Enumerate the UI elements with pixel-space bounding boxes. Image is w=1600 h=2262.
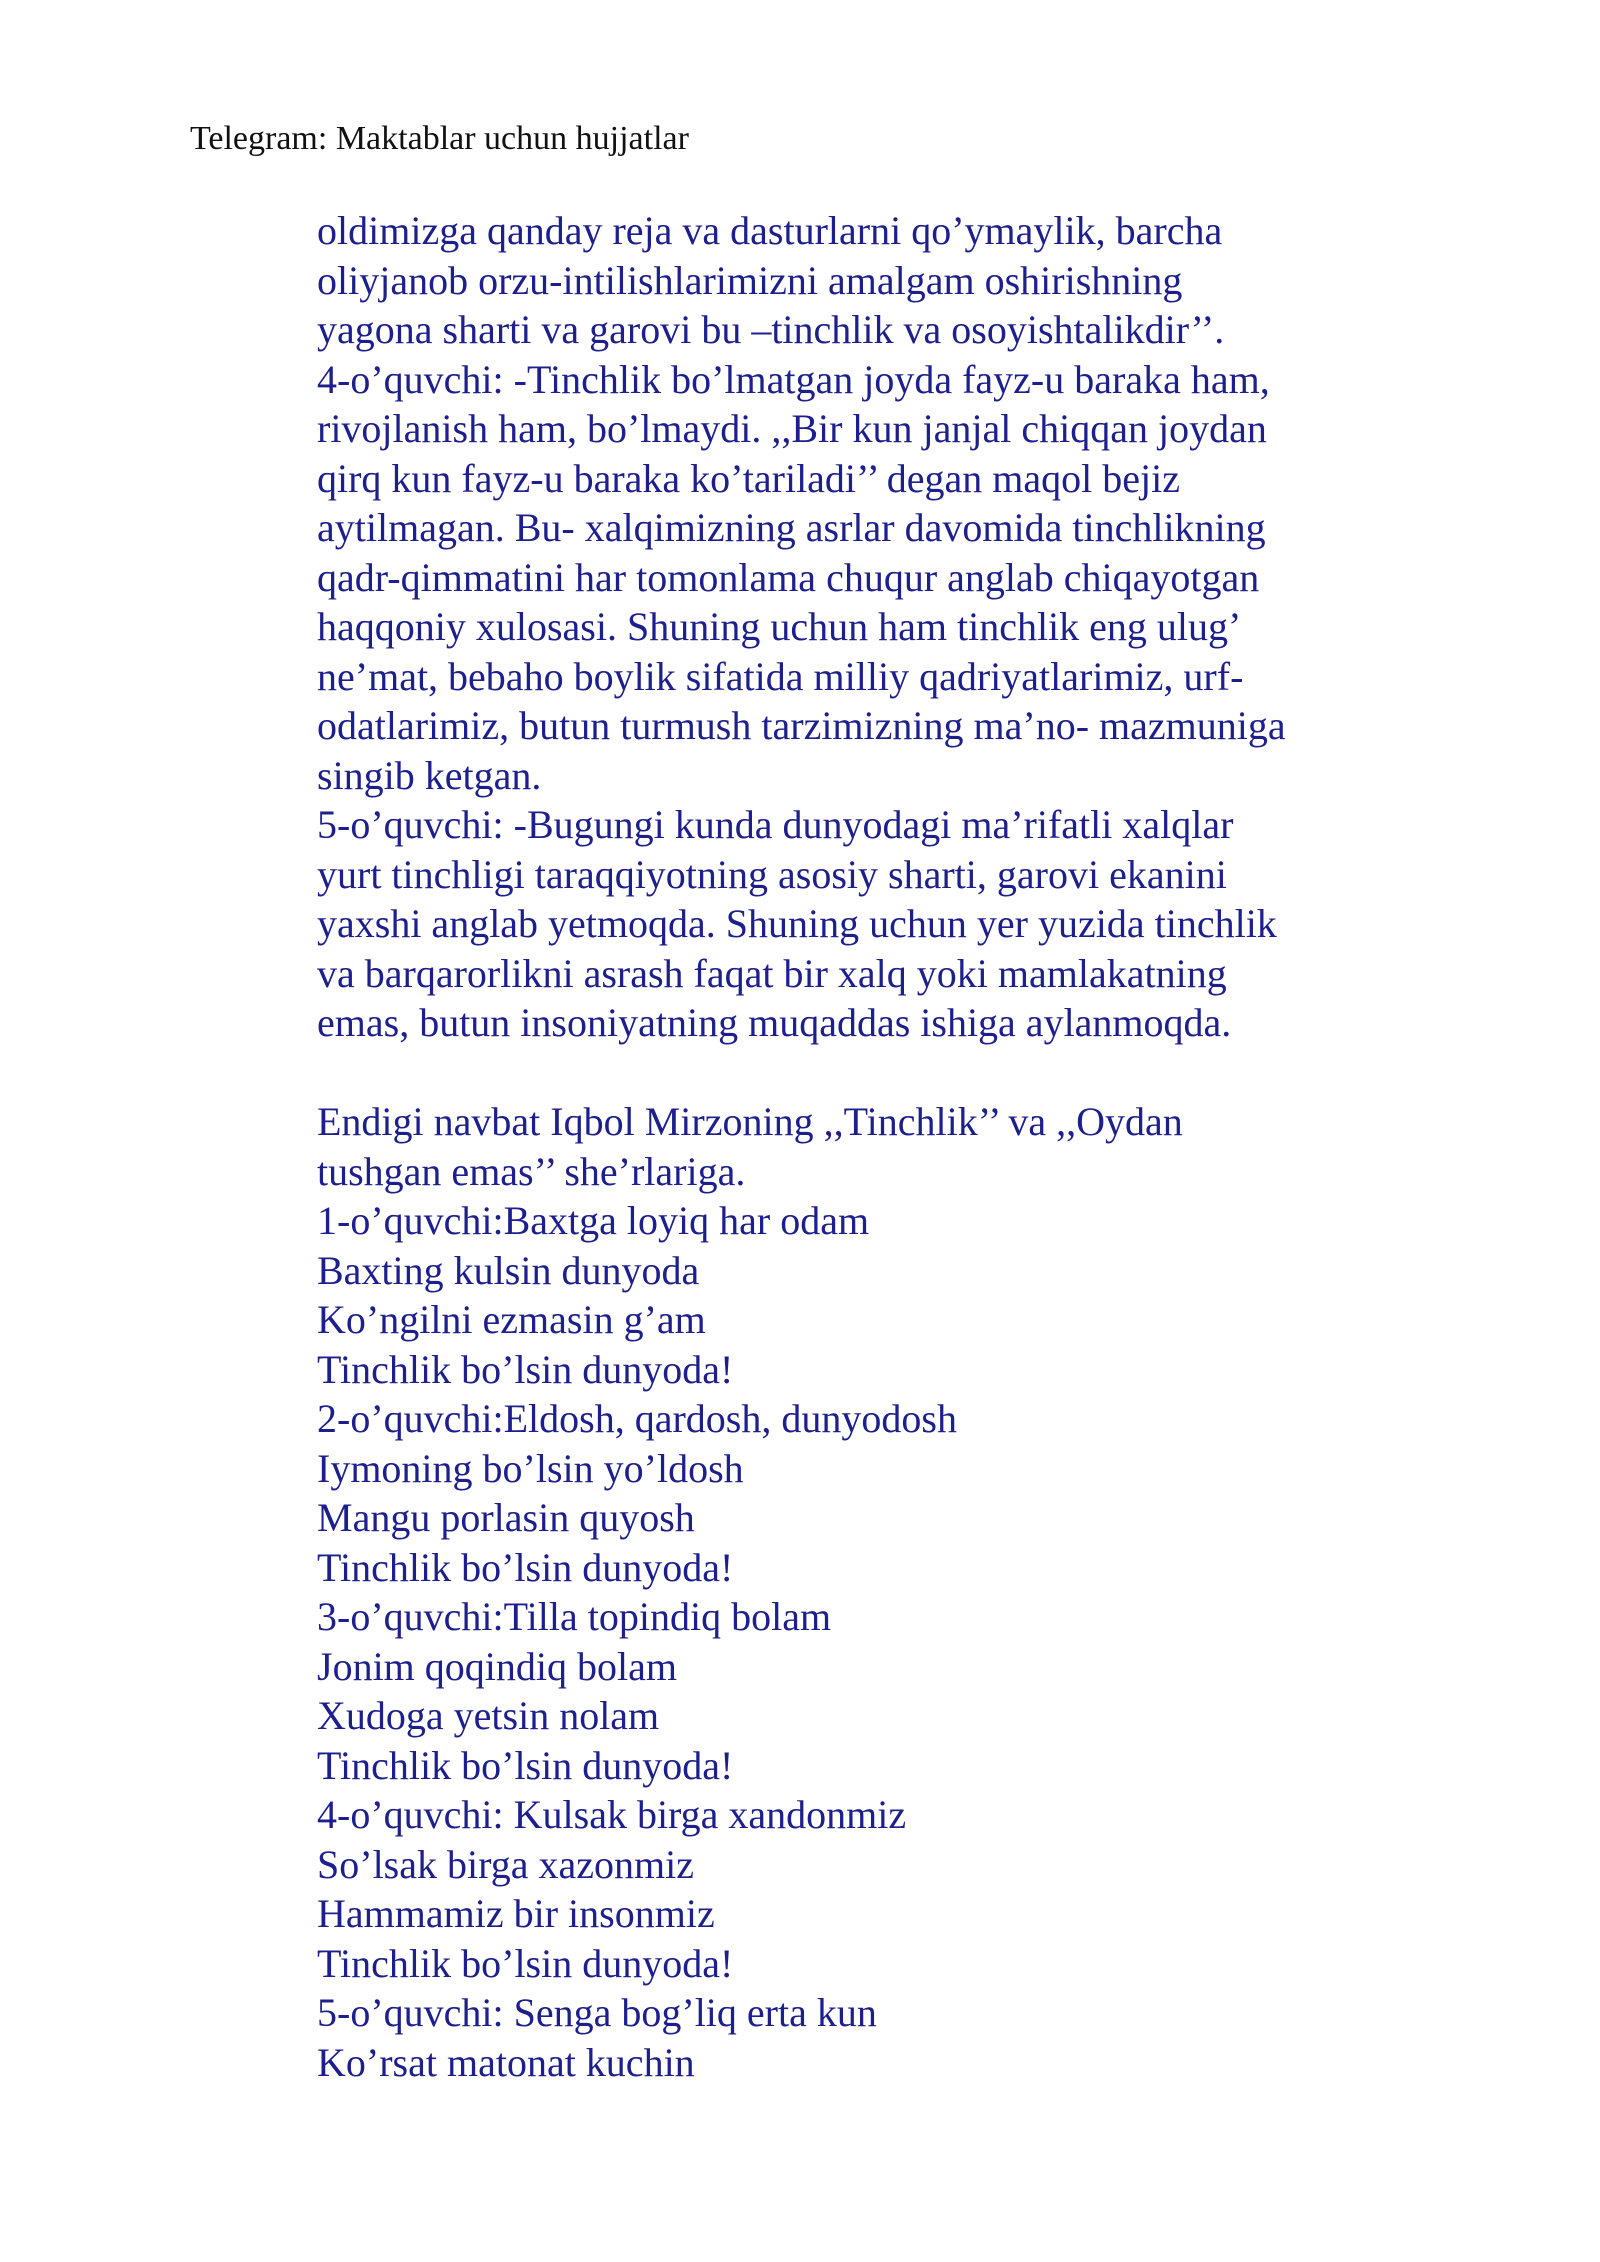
text-line: emas, butun insoniyatning muqaddas ishiga aylanmoqda.	[317, 1000, 1232, 1045]
poem-line: Xudoga yetsin nolam	[317, 1693, 660, 1738]
document-body	[317, 206, 1467, 2087]
paragraph	[317, 800, 1467, 1048]
text-line: haqqoniy xulosasi. Shuning uchun ham tinchlik eng ulug’	[317, 604, 1242, 649]
text-line: rivojlanish ham, bo’lmaydi. ,,Bir kun janjal chiqqan joydan	[317, 406, 1267, 451]
text-line: odatlarimiz, butun turmush tarzimizning ma’no- mazmuniga	[317, 703, 1286, 748]
poem-line: 3-o’quvchi:Tilla topindiq bolam	[317, 1594, 832, 1639]
text-line: oliyjanob orzu-intilishlarimizni amalgam oshirishning	[317, 257, 1183, 303]
poem-line: Ko’rsat matonat kuchin	[317, 2039, 695, 2085]
poem-line: Tinchlik bo’lsin dunyoda!	[317, 1940, 734, 1986]
poem-line: Baxting kulsin dunyoda	[317, 1247, 700, 1293]
poem-line: 1-o’quvchi:Baxtga loyiq har odam	[317, 1198, 870, 1243]
text-line: yaxshi anglab yetmoqda. Shuning uchun yer yuzida tinchlik	[317, 901, 1277, 946]
poem-line: Tinchlik bo’lsin dunyoda!	[317, 1742, 734, 1788]
poem-line: Hammamiz bir insonmiz	[317, 1891, 715, 1936]
poem-line: 2-o’quvchi:Eldosh, qardosh, dunyodosh	[317, 1396, 957, 1441]
text-line: singib ketgan.	[317, 752, 542, 798]
paragraph	[317, 206, 1467, 355]
text-line: yurt tinchligi taraqqiyotning asosiy sharti, garovi ekanini	[317, 851, 1227, 897]
poem-line: Tinchlik bo’lsin dunyoda!	[317, 1544, 734, 1590]
text-line: oldimizga qanday reja va dasturlarni qo’ymaylik, barcha	[317, 208, 1223, 253]
text-line: va barqarorlikni asrash faqat bir xalq yoki mamlakatning	[317, 950, 1227, 996]
poem-line: Iymoning bo’lsin yo’ldosh	[317, 1445, 744, 1491]
paragraph	[317, 355, 1467, 801]
text-line: tushgan emas’’ she’rlariga.	[317, 1148, 746, 1194]
poem-section	[317, 1097, 1467, 2087]
poem-line: 5-o’quvchi: Senga bog’liq erta kun	[317, 1990, 877, 2035]
poem-line: Jonim qoqindiq bolam	[317, 1643, 677, 1689]
text-line: qadr-qimmatini har tomonlama chuqur anglab chiqayotgan	[317, 554, 1260, 600]
poem-line: Mangu porlasin quyosh	[317, 1495, 695, 1540]
text-line: yagona sharti va garovi bu –tinchlik va osoyishtalikdir’’.	[317, 307, 1225, 352]
blank-line	[317, 1048, 1467, 1098]
text-line: ne’mat, bebaho boylik sifatida milliy qadriyatlarimiz, urf-	[317, 653, 1244, 699]
text-line: qirq kun fayz-u baraka ko’tariladi’’ degan maqol bejiz	[317, 455, 1180, 501]
poem-line: Tinchlik bo’lsin dunyoda!	[317, 1346, 734, 1392]
text-line: Endigi navbat Iqbol Mirzoning ,,Tinchlik’’ va ,,Oydan	[317, 1099, 1183, 1144]
poem-line: 4-o’quvchi: Kulsak birga xandonmiz	[317, 1792, 907, 1837]
poem-line: So’lsak birga xazonmiz	[317, 1841, 694, 1887]
text-line: 5-o’quvchi: -Bugungi kunda dunyodagi ma’rifatli xalqlar	[317, 802, 1234, 847]
page-header: Telegram: Maktablar uchun hujjatlar	[190, 120, 689, 157]
text-line: 4-o’quvchi: -Tinchlik bo’lmatgan joyda fayz-u baraka ham,	[317, 356, 1270, 402]
poem-line: Ko’ngilni ezmasin g’am	[317, 1297, 706, 1342]
text-line: aytilmagan. Bu- xalqimizning asrlar davomida tinchlikning	[317, 505, 1266, 550]
